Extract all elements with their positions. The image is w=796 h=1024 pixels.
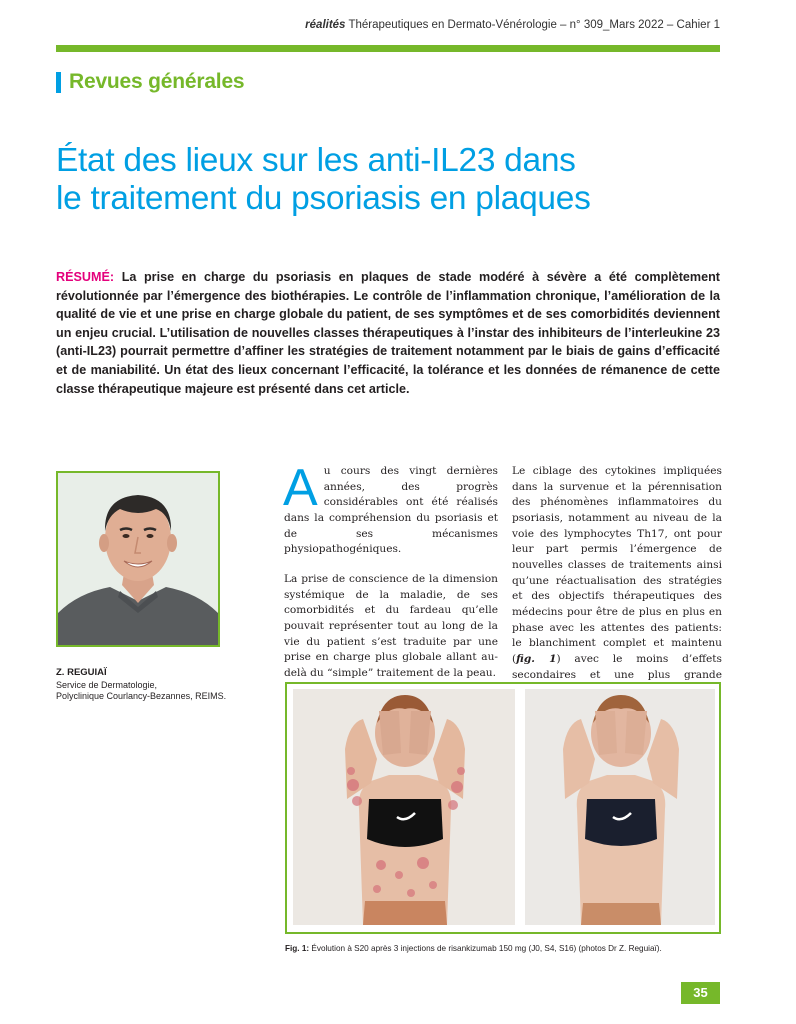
patient-photo-after xyxy=(525,689,715,925)
paragraph-1-text: u cours des vingt dernières années, des progrès considérables ont été réalisés dans la compréhension du psoriasis et de ses mécanismes physiopathogéniques. xyxy=(284,465,498,556)
section-marker xyxy=(56,72,61,93)
title-line-2: le traitement du psoriasis en plaques xyxy=(56,180,591,217)
running-header xyxy=(305,19,720,31)
header-rule xyxy=(56,45,720,52)
abstract-label: RÉSUMÉ: xyxy=(56,270,115,284)
figure-1 xyxy=(285,682,721,934)
patient-photo-before xyxy=(293,689,515,925)
journal-brand: réalités xyxy=(305,19,346,31)
figure-photo-before xyxy=(293,689,515,925)
drop-cap: A xyxy=(283,459,318,517)
title-line-1: État des lieux sur les anti-IL23 dans xyxy=(56,142,576,179)
figure-reference-link[interactable]: fig. 1 xyxy=(516,652,557,665)
article-title xyxy=(56,142,736,218)
figure-caption-label: Fig. 1: xyxy=(285,944,310,953)
author-portrait xyxy=(58,473,218,645)
author-photo xyxy=(56,471,220,647)
paragraph-3 xyxy=(512,464,722,699)
abstract-text: La prise en charge du psoriasis en plaques de stade modéré à sévère a été complètement révolutionnée par l’émergence des biothérapies. Le contrôle de l’inflammation chronique, l’amélioration de la qualité de vie et une prise en charge globale du patient, de ses symptômes et de ses comorbidités deviennent un enjeu crucial. L’utilisation de nouvelles classes thérapeutiques à l’instar des inhibiteurs de l’interleukine 23 (anti-IL23) pourrait permettre d’affiner les stratégies de traitement notamment par le biais de gains d’efficacité et de maniabilité. Un état des lieux concernant l’efficacité, la tolérance et les données de rémanence de cette classe thérapeutique majeure est présenté dans cet article. xyxy=(56,270,720,396)
body-column-2 xyxy=(512,464,722,699)
journal-issue: Thérapeutiques en Dermato-Vénérologie – n° 309_Mars 2022 – Cahier 1 xyxy=(345,19,720,31)
body-column-1 xyxy=(283,459,498,682)
paragraph-2: La prise de conscience de la dimension systémique de la maladie, de ses comorbidités et du fardeau qu’elle pouvait représenter tout au long de la vie du patient s’est traduite par une prise en charge plus globale allant au-delà du “simple” traitement de la peau. xyxy=(284,572,498,679)
section-label: Revues générales xyxy=(69,70,245,93)
page-number: 35 xyxy=(681,982,720,1004)
paragraph-3-text-b: ) avec le moins d’effets secondaires et une plus grande xyxy=(512,652,722,681)
author-name: Z. REGUIAÏ xyxy=(56,667,107,678)
affiliation-line-1: Service de Dermatologie, xyxy=(56,680,158,690)
paragraph-1 xyxy=(283,459,498,558)
affiliation-line-2: Polyclinique Courlancy-Bezannes, REIMS. xyxy=(56,691,227,701)
section-heading xyxy=(56,70,244,94)
figure-photo-after xyxy=(525,689,715,925)
paragraph-3-text-a: Le ciblage des cytokines impliquées dans la survenue et la pérennisation des phénomènes inflammatoires du psoriasis, notamment au niveau de la voie des lymphocytes Th17, ont pour leur part permis l’émergence de nouvelles classes de traitements ainsi qu’une réactualisation des stratégies et des objectifs thérapeutiques des médecins pour être de plus en plus en phase avec les attentes des patients: le blanchiment complet et maintenu ( xyxy=(512,465,722,665)
figure-caption xyxy=(285,944,725,953)
figure-caption-text: Évolution à S20 après 3 injections de risankizumab 150 mg (J0, S4, S16) (photos Dr Z. Reguiaï). xyxy=(309,944,662,953)
abstract xyxy=(56,268,720,398)
author-affiliation xyxy=(56,680,226,702)
